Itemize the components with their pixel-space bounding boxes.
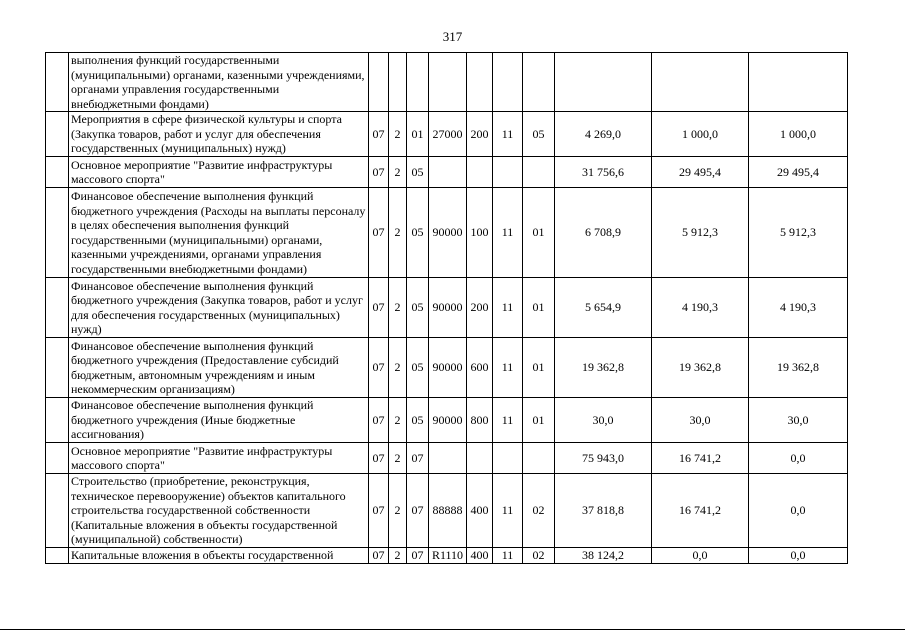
amount-cell: 19 362,8 <box>555 338 652 398</box>
amount-cell: 19 362,8 <box>749 338 848 398</box>
code-cell <box>493 443 523 474</box>
code-cell <box>493 53 523 112</box>
code-cell: 200 <box>467 278 493 338</box>
lead-cell <box>46 188 69 278</box>
code-cell: 07 <box>407 443 429 474</box>
code-cell <box>467 157 493 188</box>
code-cell: 07 <box>369 338 389 398</box>
code-cell: 01 <box>523 278 555 338</box>
code-cell: 2 <box>389 338 407 398</box>
code-cell <box>523 443 555 474</box>
amount-cell: 19 362,8 <box>652 338 749 398</box>
amount-cell: 4 269,0 <box>555 112 652 157</box>
code-cell: 07 <box>369 443 389 474</box>
code-cell <box>369 53 389 112</box>
amount-cell: 37 818,8 <box>555 474 652 548</box>
table-row <box>46 338 848 398</box>
code-cell: 01 <box>523 338 555 398</box>
code-cell <box>523 157 555 188</box>
amount-cell: 38 124,2 <box>555 548 652 564</box>
lead-cell <box>46 548 69 564</box>
code-cell: 2 <box>389 188 407 278</box>
row-description: Финансовое обеспечение выполнения функций бюджетного учреждения (Закупка товаров, работ и услуг для обеспечения государственных (муниципальных) нужд) <box>69 278 369 338</box>
amount-cell: 16 741,2 <box>652 474 749 548</box>
code-cell: 07 <box>369 278 389 338</box>
code-cell: 02 <box>523 474 555 548</box>
code-cell: 2 <box>389 548 407 564</box>
row-description: Финансовое обеспечение выполнения функций бюджетного учреждения (Иные бюджетные ассигнования) <box>69 398 369 443</box>
amount-cell: 29 495,4 <box>749 157 848 188</box>
table-row <box>46 278 848 338</box>
table-row <box>46 53 848 112</box>
code-cell: 05 <box>407 338 429 398</box>
page-number: 317 <box>442 29 463 44</box>
code-cell: 07 <box>369 157 389 188</box>
row-description: Основное мероприятие "Развитие инфраструктуры массового спорта" <box>69 443 369 474</box>
amount-cell: 16 741,2 <box>652 443 749 474</box>
table-row <box>46 474 848 548</box>
code-cell: 05 <box>407 188 429 278</box>
lead-cell <box>46 112 69 157</box>
amount-cell: 5 654,9 <box>555 278 652 338</box>
table-row <box>46 188 848 278</box>
code-cell <box>429 443 467 474</box>
lead-cell <box>46 443 69 474</box>
table-row <box>46 443 848 474</box>
table-row <box>46 112 848 157</box>
amount-cell: 30,0 <box>555 398 652 443</box>
code-cell: 2 <box>389 157 407 188</box>
code-cell: 90000 <box>429 188 467 278</box>
amount-cell: 0,0 <box>652 548 749 564</box>
code-cell: 07 <box>369 112 389 157</box>
code-cell: 90000 <box>429 278 467 338</box>
amount-cell: 0,0 <box>749 548 848 564</box>
code-cell: 05 <box>407 157 429 188</box>
code-cell: 07 <box>407 474 429 548</box>
code-cell: 2 <box>389 278 407 338</box>
code-cell: 2 <box>389 398 407 443</box>
table-row <box>46 157 848 188</box>
code-cell: 07 <box>369 474 389 548</box>
lead-cell <box>46 53 69 112</box>
lead-cell <box>46 338 69 398</box>
amount-cell: 1 000,0 <box>652 112 749 157</box>
amount-cell: 0,0 <box>749 443 848 474</box>
amount-cell: 30,0 <box>749 398 848 443</box>
code-cell: 11 <box>493 112 523 157</box>
bottom-rule <box>0 629 905 630</box>
code-cell: 200 <box>467 112 493 157</box>
code-cell: 11 <box>493 338 523 398</box>
amount-cell: 5 912,3 <box>749 188 848 278</box>
code-cell: 90000 <box>429 338 467 398</box>
code-cell <box>467 443 493 474</box>
code-cell: 07 <box>369 188 389 278</box>
code-cell: 800 <box>467 398 493 443</box>
row-description: Капитальные вложения в объекты государственной <box>69 548 369 564</box>
code-cell: R1110 <box>429 548 467 564</box>
amount-cell <box>555 53 652 112</box>
code-cell: 88888 <box>429 474 467 548</box>
lead-cell <box>46 278 69 338</box>
amount-cell <box>749 53 848 112</box>
code-cell <box>429 157 467 188</box>
code-cell: 01 <box>523 188 555 278</box>
code-cell: 400 <box>467 474 493 548</box>
lead-cell <box>46 474 69 548</box>
row-description: Мероприятия в сфере физической культуры и спорта (Закупка товаров, работ и услуг для обеспечения государственных (муниципальных) нужд) <box>69 112 369 157</box>
code-cell: 07 <box>369 398 389 443</box>
code-cell: 100 <box>467 188 493 278</box>
code-cell: 11 <box>493 474 523 548</box>
table-row <box>46 548 848 564</box>
table-row <box>46 398 848 443</box>
row-description: Финансовое обеспечение выполнения функций бюджетного учреждения (Предоставление субсидий бюджетным, автономным учреждениям и иным некоммерческим организациям) <box>69 338 369 398</box>
code-cell: 600 <box>467 338 493 398</box>
amount-cell: 6 708,9 <box>555 188 652 278</box>
row-description: Основное мероприятие "Развитие инфраструктуры массового спорта" <box>69 157 369 188</box>
code-cell: 07 <box>407 548 429 564</box>
amount-cell: 75 943,0 <box>555 443 652 474</box>
code-cell: 05 <box>407 278 429 338</box>
row-description: Финансовое обеспечение выполнения функций бюджетного учреждения (Расходы на выплаты персоналу в целях обеспечения выполнения функций государственными (муниципальными) органами, казенными учреждениями, органами управления государственными внебюджетными фондами) <box>69 188 369 278</box>
code-cell: 2 <box>389 443 407 474</box>
code-cell: 11 <box>493 548 523 564</box>
amount-cell: 31 756,6 <box>555 157 652 188</box>
code-cell <box>523 53 555 112</box>
code-cell: 05 <box>523 112 555 157</box>
code-cell: 400 <box>467 548 493 564</box>
code-cell <box>389 53 407 112</box>
code-cell <box>407 53 429 112</box>
table-body <box>46 53 848 564</box>
amount-cell: 0,0 <box>749 474 848 548</box>
code-cell: 2 <box>389 112 407 157</box>
amount-cell: 29 495,4 <box>652 157 749 188</box>
code-cell: 05 <box>407 398 429 443</box>
row-description: выполнения функций государственными (муниципальными) органами, казенными учреждениями, органами управления государственными внебюджетными фондами) <box>69 53 369 112</box>
code-cell <box>429 53 467 112</box>
code-cell <box>493 157 523 188</box>
amount-cell: 4 190,3 <box>652 278 749 338</box>
lead-cell <box>46 398 69 443</box>
code-cell: 27000 <box>429 112 467 157</box>
code-cell: 11 <box>493 398 523 443</box>
budget-table <box>45 52 848 564</box>
code-cell: 01 <box>407 112 429 157</box>
amount-cell: 1 000,0 <box>749 112 848 157</box>
code-cell: 07 <box>369 548 389 564</box>
amount-cell: 5 912,3 <box>652 188 749 278</box>
code-cell <box>467 53 493 112</box>
code-cell: 11 <box>493 188 523 278</box>
lead-cell <box>46 157 69 188</box>
amount-cell: 30,0 <box>652 398 749 443</box>
amount-cell: 4 190,3 <box>749 278 848 338</box>
code-cell: 90000 <box>429 398 467 443</box>
row-description: Строительство (приобретение, реконструкция, техническое перевооружение) объектов капитального строительства государственной собственности (Капитальные вложения в объекты государственной (муниципальной) собственности) <box>69 474 369 548</box>
code-cell: 01 <box>523 398 555 443</box>
code-cell: 02 <box>523 548 555 564</box>
code-cell: 2 <box>389 474 407 548</box>
code-cell: 11 <box>493 278 523 338</box>
amount-cell <box>652 53 749 112</box>
